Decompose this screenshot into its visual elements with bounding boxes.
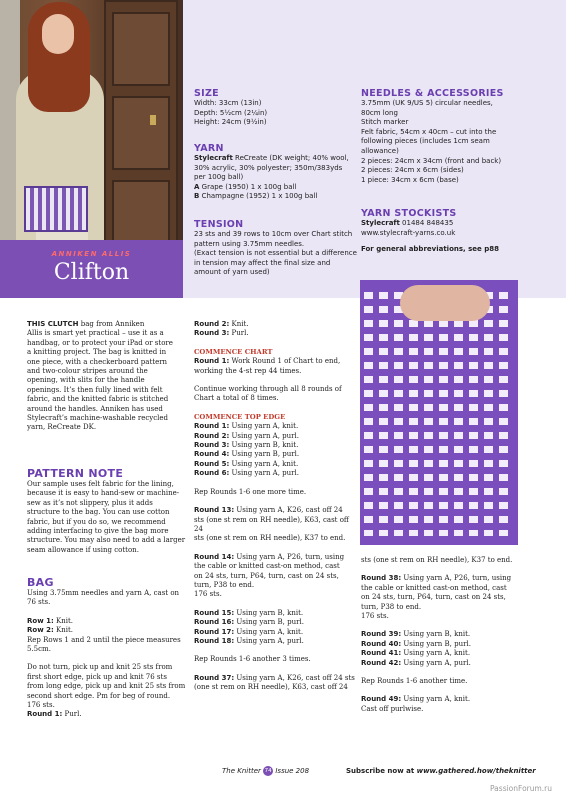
- round-text: the cable or knitted cast-on method, cast: [194, 562, 340, 571]
- magazine-name: The Knitter: [222, 767, 261, 775]
- round-text: Using yarn A, K26, cast off 24 sts: [234, 673, 355, 682]
- tension-section: [194, 219, 359, 278]
- tension-line: in tension may affect the final size and: [194, 258, 331, 267]
- pattern-title: Clifton: [53, 260, 130, 285]
- note-line: adding interfacing to give the bag more: [27, 527, 169, 536]
- round-text: Purl.: [62, 710, 82, 719]
- round-label: Round 5:: [194, 459, 230, 468]
- round-text: on 24 sts, turn, P64, turn, cast on 24 sts,: [194, 571, 339, 580]
- round-text: Using yarn A, purl.: [229, 469, 299, 478]
- stockists-section: [361, 208, 531, 255]
- needles-line: 3.75mm (UK 9/US 5) circular needles,: [361, 99, 493, 107]
- round-label: Round 2:: [194, 431, 230, 440]
- size-section: [194, 88, 354, 128]
- round-label: Round 38:: [361, 574, 402, 583]
- needles-line: allowance): [361, 146, 399, 155]
- hand-image: [400, 285, 490, 321]
- tension-line: pattern using 3.75mm needles.: [194, 239, 305, 248]
- size-width: Width: 33cm (13in): [194, 99, 262, 107]
- clutch-bag-image: [24, 186, 88, 232]
- repeat-text: Rep Rounds 1-6 another time.: [361, 677, 468, 686]
- round-text: sts (one st rem on RH needle), K63, cast off 24: [194, 515, 349, 533]
- stockist-brand: Stylecraft: [361, 219, 400, 227]
- row-text: Knit.: [53, 626, 74, 635]
- bag-line: Rep Rows 1 and 2 until the piece measures: [27, 635, 181, 644]
- round-text: Using yarn A, knit.: [401, 649, 471, 658]
- intro-line: Stylecraft’s machine-washable recycled: [27, 414, 168, 423]
- footer-magazine: [222, 766, 309, 776]
- column-2: [194, 320, 356, 693]
- bag-line: from long edge, pick up and knit 25 sts from: [27, 682, 186, 691]
- round-text: Purl.: [229, 329, 249, 338]
- needles-line: 80cm long: [361, 108, 398, 117]
- note-line: structure. You may also need to add a larger: [27, 536, 186, 545]
- needles-heading: NEEDLES & ACCESSORIES: [361, 88, 504, 99]
- round-text: 176 sts.: [194, 590, 222, 599]
- bag-line: Using 3.75mm needles and yarn A, cast on: [27, 589, 180, 597]
- stockist-phone: 01484 848435: [399, 219, 454, 227]
- footer-subscribe: [346, 767, 536, 775]
- round-text: on 24 sts, turn, P64, turn, cast on 24 sts,: [361, 593, 506, 602]
- note-line: fabric, but if you do so, we recommend: [27, 517, 166, 526]
- round-text: Using yarn B, purl.: [401, 639, 471, 648]
- round-text: Using yarn A, purl.: [229, 431, 299, 440]
- row-label: Row 2:: [27, 626, 54, 635]
- round-label: Round 1:: [194, 422, 230, 431]
- tension-heading: TENSION: [194, 219, 244, 230]
- intro-line: around the handles. Anniken has used: [27, 404, 163, 413]
- note-line: because it is easy to hand-sew or machine-: [27, 489, 180, 498]
- yarn-heading: YARN: [194, 143, 224, 154]
- intro-line: openings. It’s then fully lined with felt: [27, 385, 163, 394]
- round-label: Round 16:: [194, 618, 235, 627]
- yarn-a-label: A: [194, 182, 200, 191]
- needles-line: 1 piece: 34cm x 6cm (base): [361, 175, 459, 184]
- bag-section: [27, 576, 187, 720]
- model-photo: [0, 0, 183, 240]
- issue-number: Issue 208: [275, 767, 310, 775]
- commence-top-edge-heading: COMMENCE TOP EDGE: [194, 412, 286, 421]
- round-text: Using yarn B, knit.: [234, 608, 304, 617]
- round-text: turn, P38 to end.: [361, 602, 422, 611]
- row-label: Row 1:: [27, 616, 54, 625]
- yarn-desc-3: per 100g ball): [194, 173, 244, 182]
- round-text: turn, P38 to end.: [194, 580, 255, 589]
- tension-line: (Exact tension is not essential but a difference: [194, 249, 357, 258]
- intro-section: [27, 320, 187, 433]
- round-label: Round 1:: [27, 710, 63, 719]
- round-label: Round 14:: [194, 552, 235, 561]
- bag-line: 5.5cm.: [27, 645, 51, 654]
- yarn-desc-2: 30% acrylic, 30% polyester; 350m/383yds: [194, 163, 343, 172]
- round-text: Using yarn A, purl.: [401, 658, 471, 667]
- round-text: Using yarn A, knit.: [401, 695, 471, 704]
- size-height: Height: 24cm (9½in): [194, 118, 267, 127]
- round-text: Cast off purlwise.: [361, 704, 424, 713]
- round-label: Round 4:: [194, 450, 230, 459]
- needles-line: 2 pieces: 24cm x 34cm (front and back): [361, 156, 502, 165]
- subscribe-link[interactable]: www.gathered.how/theknitter: [416, 767, 536, 775]
- needles-line: following pieces (includes 1cm seam: [361, 137, 490, 146]
- pattern-note-heading: PATTERN NOTE: [27, 467, 124, 480]
- bag-line: Do not turn, pick up and knit 25 sts from: [27, 663, 173, 672]
- bag-line: second short edge. Pm for beg of round.: [27, 691, 171, 700]
- subscribe-text: Subscribe now at: [346, 767, 417, 775]
- intro-line: opening, with slits for the handle: [27, 376, 145, 385]
- yarn-b-label: B: [194, 192, 200, 201]
- intro-line: one piece, with a checkerboard pattern: [27, 357, 168, 366]
- bag-line: 176 sts.: [27, 701, 55, 710]
- note-line: structure to the bag. You can use cotton: [27, 508, 170, 517]
- abbreviations-note: For general abbreviations, see p88: [361, 245, 499, 254]
- repeat-text: Rep Rounds 1-6 another 3 times.: [194, 655, 311, 664]
- bag-heading: BAG: [27, 576, 54, 589]
- column-3: [361, 556, 531, 714]
- page-number: 74: [264, 768, 272, 774]
- round-text: Work Round 1 of Chart to end,: [229, 357, 341, 366]
- round-label: Round 40:: [361, 639, 402, 648]
- watermark: PassionForum.ru: [490, 784, 553, 793]
- yarn-section: [194, 143, 359, 202]
- intro-line: Allis is smart yet practical – use it as a: [27, 329, 164, 338]
- round-text: Knit.: [229, 320, 249, 328]
- round-label: Round 37:: [194, 673, 235, 682]
- intro-lead: THIS CLUTCH: [27, 320, 79, 328]
- round-text: 176 sts.: [361, 612, 389, 621]
- needles-line: Felt fabric, 54cm x 40cm – cut into the: [361, 127, 497, 136]
- commence-chart-heading: COMMENCE CHART: [194, 347, 273, 356]
- designer-name: ANNIKEN ALLIS: [51, 250, 132, 258]
- round-text: Using yarn A, P26, turn, using: [234, 552, 345, 561]
- yarn-b-text: Champagne (1952) 1 x 100g ball: [199, 192, 318, 201]
- round-label: Round 41:: [361, 649, 402, 658]
- intro-line: fabric, and the knitted fabric is stitched: [27, 395, 169, 404]
- round-label: Round 6:: [194, 469, 230, 478]
- round-text: the cable or knitted cast-on method, cast: [361, 583, 507, 592]
- round-text: Using yarn A, knit.: [234, 627, 304, 636]
- round-text: sts (one st rem on RH needle), K37 to end.: [361, 556, 513, 564]
- needles-line: 2 pieces: 24cm x 6cm (sides): [361, 166, 464, 175]
- stockists-heading: YARN STOCKISTS: [361, 208, 457, 219]
- round-label: Round 39:: [361, 630, 402, 639]
- round-label: Round 17:: [194, 627, 235, 636]
- repeat-text: Rep Rounds 1-6 one more time.: [194, 487, 307, 496]
- intro-line: a knitting project. The bag is knitted in: [27, 348, 167, 357]
- round-text: (one st rem on RH needle), K63, cast off 24: [194, 683, 348, 692]
- size-heading: SIZE: [194, 88, 219, 99]
- note-line: seam allowance if using cotton.: [27, 545, 139, 554]
- intro-line: bag from Anniken: [78, 320, 145, 328]
- round-text: Using yarn A, K26, cast off 24: [234, 506, 343, 515]
- round-label: Round 13:: [194, 506, 235, 515]
- round-text: Using yarn A, knit.: [229, 422, 299, 431]
- pattern-note-section: [27, 467, 187, 555]
- row-text: Knit.: [53, 616, 74, 625]
- intro-line: yarn, ReCreate DK.: [27, 423, 97, 432]
- note-line: sew as it’s not slippery, plus it adds: [27, 498, 153, 507]
- round-text: Using yarn B, purl.: [234, 618, 304, 627]
- stockist-url[interactable]: www.stylecraft-yarns.co.uk: [361, 228, 456, 237]
- size-depth: Depth: 5½cm (2¼in): [194, 108, 268, 117]
- round-text: Using yarn A, knit.: [229, 459, 299, 468]
- round-label: Round 3:: [194, 441, 230, 450]
- round-label: Round 15:: [194, 608, 235, 617]
- needles-section: [361, 88, 526, 185]
- round-text: Using yarn B, purl.: [229, 450, 300, 459]
- bag-line: first short edge, pick up and knit 76 sts: [27, 672, 167, 681]
- yarn-desc-1: ReCreate (DK weight; 40% wool,: [232, 154, 349, 162]
- round-label: Round 18:: [194, 636, 235, 645]
- chart-text: Chart a total of 8 times.: [194, 394, 279, 403]
- tension-line: amount of yarn used): [194, 268, 270, 277]
- round-label: Round 1:: [194, 357, 230, 366]
- round-text: working the 4-st rep 44 times.: [194, 366, 302, 375]
- yarn-a-text: Grape (1950) 1 x 100g ball: [199, 182, 297, 191]
- intro-line: and two-colour stripes around the: [27, 367, 148, 376]
- tension-line: 23 sts and 39 rows to 10cm over Chart stitch: [194, 230, 353, 238]
- intro-line: handbag, or to protect your iPad or store: [27, 338, 173, 347]
- round-text: Using yarn B, knit.: [401, 630, 471, 639]
- needles-line: Stitch marker: [361, 118, 409, 127]
- round-text: sts (one st rem on RH needle), K37 to end.: [194, 534, 346, 543]
- round-text: Using yarn A, purl.: [234, 636, 304, 645]
- round-label: Round 49:: [361, 695, 402, 704]
- round-label: Round 2:: [194, 320, 230, 328]
- round-text: Using yarn B, knit.: [229, 441, 299, 450]
- note-line: Our sample uses felt fabric for the lining,: [27, 480, 174, 488]
- round-text: Using yarn A, P26, turn, using: [401, 574, 512, 583]
- round-label: Round 42:: [361, 658, 402, 667]
- yarn-brand: Stylecraft: [194, 154, 233, 162]
- bag-line: 76 sts.: [27, 598, 51, 607]
- round-label: Round 3:: [194, 329, 230, 338]
- chart-text: Continue working through all 8 rounds of: [194, 385, 342, 394]
